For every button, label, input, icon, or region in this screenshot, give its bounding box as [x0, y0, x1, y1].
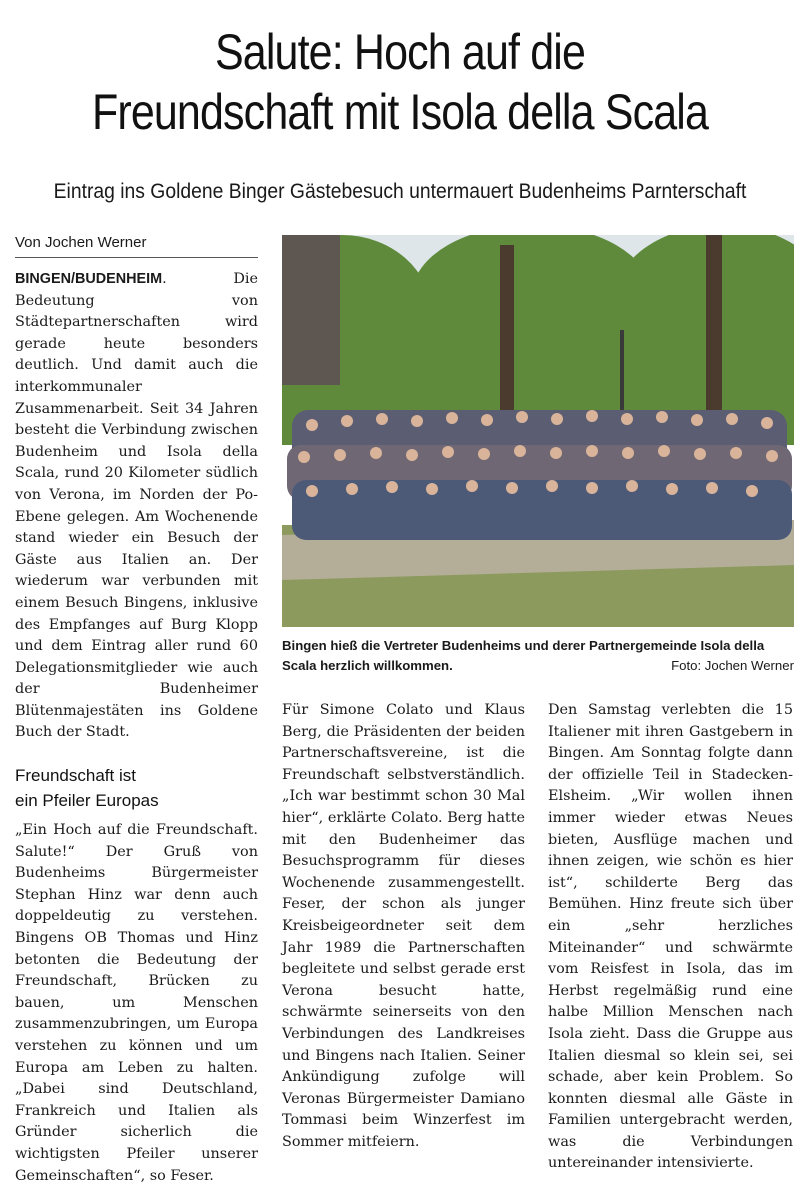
headline-line-2: Freundschaft mit Isola della Scala — [91, 84, 709, 140]
section-subtitle-line-1: Freundschaft ist — [15, 766, 136, 785]
photo-credit: Foto: Jochen Werner — [671, 658, 794, 673]
paragraph-column-3: Den Samstag verlebten die 15 Italiener mit ihren Gastgebern in Bingen. Am Sonntag folgte dann der offizielle Teil in Stadecken-Elsheim. „Wir wollen ihnen immer wieder etwas Neues bieten, Ausflüge machen und ihnen zeigen, wie schön es hier ist“, schilderte Berg das Bemühen. Hinz freute sich über ein „sehr herzliches Miteinander“ und schwärmte vom Reisfest in Isola, das im Herbst regelmäßig rund eine halbe Million Menschen nach Isola zieht. Dass die Gruppe aus Italien diesmal so klein sei, sei schade, aber kein Problem. So konnten diesmal alle Gäste in Familien untergebracht werden, was die Verbindungen untereinander intensivierte. — [548, 702, 793, 1172]
photo-caption — [282, 636, 794, 676]
paragraph-column-1: „Ein Hoch auf die Freundschaft. Salute!“ Der Gruß von Budenheims Bürgermeister Stephan Hinz war denn auch doppeldeutig zu verstehen. Bingens OB Thomas und Hinz betonten die Bedeutung der Freundschaft, Brücken zu bauen, um Menschen zusammenzubringen, um Europa verstehen zu können und um Europa am Leben zu halten. „Dabei sind Deutschland, Frankreich und Italien als Gründer sicherlich die wichtigsten Pfeiler unserer Gemeinschaften“, so Feser. — [15, 822, 258, 1184]
article-intro-column — [15, 269, 258, 744]
article-column-1 — [15, 820, 258, 1187]
photo-tree-trunk-right — [706, 235, 722, 425]
section-subtitle-line-2: ein Pfeiler Europas — [15, 791, 159, 810]
intro-text: . Die Bedeutung von Städtepartnerschaften wird gerade heute besonders deutlich. Und damit auch die interkommunaler Zusammenarbeit. Seit 34 Jahren besteht die Verbindung zwischen Budenheim und Isola della Scala, rund 20 Kilometer südlich von Verona, im Norden der Po-Ebene gelegen. Am Wochenende stand wieder ein Besuch der Gäste aus Italien an. Der wiederum war verbunden mit einem Besuch Bingens, inklusive des Empfanges auf Burg Klopp und dem Eintrag aller rund 60 Delegationsmitglieder wie auch der Budenheimer Blütenmajestäten ins Goldene Buch der Stadt. — [15, 271, 258, 741]
intro-paragraph — [15, 269, 258, 744]
section-subtitle — [15, 763, 258, 813]
paragraph-column-2: Für Simone Colato und Klaus Berg, die Präsidenten der beiden Partnerschaftsvereine, ist die Freundschaft selbstverständlich. „Ich war bestimmt schon 30 Mal hier“, erklärte Colato. Berg hatte mit den Budenheimer das Besuchsprogramm für dieses Wochenende zusammengestellt. Feser, der schon als junger Kreisbeigeordneter seit dem Jahr 1989 die Partnerschaften begleitete und selbst gerade erst Verona besucht hatte, schwärmte seinerseits von den Verbindungen des Landkreises und Bingens nach Italien. Seiner Ankündigung zufolge will Veronas Bürgermeister Damiano Tommasi beim Winzerfest im Sommer mitfeiern. — [282, 702, 525, 1150]
headline — [56, 22, 744, 142]
subheadline: Eintrag ins Goldene Binger Gästebesuch untermauert Budenheims Parnterschaft — [53, 180, 747, 203]
headline-line-1: Salute: Hoch auf die — [214, 24, 586, 80]
byline: Von Jochen Werner — [15, 233, 258, 258]
photo-tower — [282, 235, 340, 385]
group-photo-illustration — [282, 235, 794, 627]
article-column-3 — [548, 700, 793, 1175]
dateline: BINGEN/BUDENHEIM — [15, 271, 163, 287]
article-column-2 — [282, 700, 525, 1153]
photo-crowd — [287, 410, 792, 540]
caption-text: Bingen hieß die Vertreter Budenheims und derer Partnergemeinde Isola della Scala herzlich willkommen. — [282, 638, 765, 673]
group-photo — [282, 235, 794, 627]
